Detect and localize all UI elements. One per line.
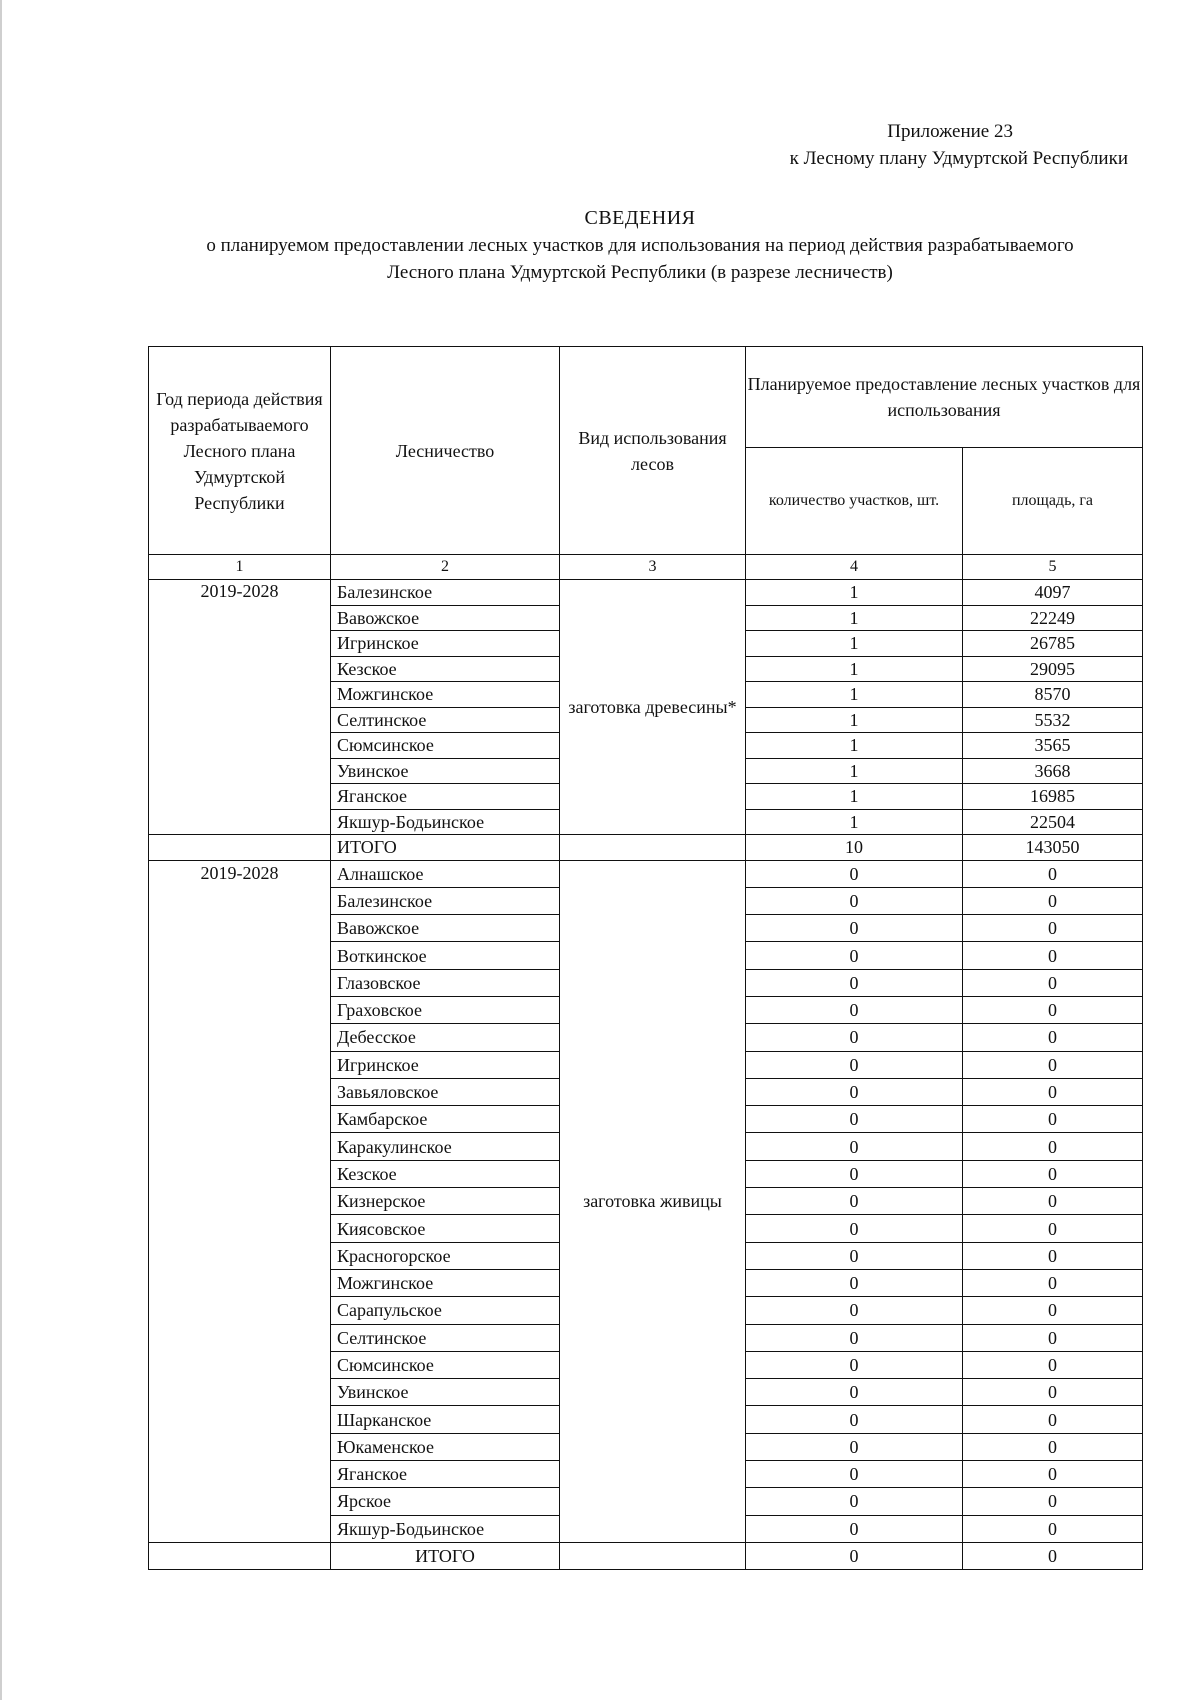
plot-area: 0 xyxy=(963,1188,1143,1215)
timber-use-type: заготовка древесины* xyxy=(560,580,746,835)
plot-count: 0 xyxy=(746,1324,963,1351)
plot-count: 0 xyxy=(746,1242,963,1269)
section-resin xyxy=(149,860,1143,1570)
forestry-name: Сарапульское xyxy=(331,1297,560,1324)
forestry-name: Игринское xyxy=(331,631,560,657)
forestry-name: Кизнерское xyxy=(331,1188,560,1215)
plot-count: 1 xyxy=(746,809,963,835)
plot-count: 0 xyxy=(746,1297,963,1324)
plot-count: 0 xyxy=(746,969,963,996)
document-subtitle-line1: о планируемом предоставлении лесных участков для использования на период действия разрабатываемого xyxy=(206,235,1074,256)
header-planned-provision: Планируемое предоставление лесных участков для использования xyxy=(746,347,1143,448)
total-year-cell xyxy=(149,835,331,861)
total-count: 10 xyxy=(746,835,963,861)
resin-year: 2019-2028 xyxy=(149,860,331,1542)
plot-count: 1 xyxy=(746,707,963,733)
plot-area: 26785 xyxy=(963,631,1143,657)
column-index-4: 4 xyxy=(746,555,963,580)
forestry-name: Юкаменское xyxy=(331,1433,560,1460)
plot-count: 0 xyxy=(746,1106,963,1133)
forestry-name: Глазовское xyxy=(331,969,560,996)
plot-count: 0 xyxy=(746,1406,963,1433)
forestry-name: Камбарское xyxy=(331,1106,560,1133)
forestry-name: Якшур-Бодьинское xyxy=(331,1515,560,1542)
plot-area: 3565 xyxy=(963,733,1143,759)
plot-area: 0 xyxy=(963,1133,1143,1160)
plot-count: 0 xyxy=(746,1160,963,1187)
plot-area: 29095 xyxy=(963,656,1143,682)
header-forestry: Лесничество xyxy=(331,347,560,555)
forestry-name: Яганское xyxy=(331,784,560,810)
scan-edge xyxy=(0,0,2,1700)
total-count: 0 xyxy=(746,1542,963,1569)
plot-area: 0 xyxy=(963,887,1143,914)
forestry-name: Селтинское xyxy=(331,1324,560,1351)
plot-count: 0 xyxy=(746,1515,963,1542)
plot-area: 4097 xyxy=(963,580,1143,606)
total-area: 0 xyxy=(963,1542,1143,1569)
plot-area: 0 xyxy=(963,1515,1143,1542)
appendix-reference: к Лесному плану Удмуртской Республики xyxy=(789,148,1128,169)
plot-area: 0 xyxy=(963,1461,1143,1488)
forestry-name: Балезинское xyxy=(331,580,560,606)
plot-count: 0 xyxy=(746,1215,963,1242)
forestry-name: Воткинское xyxy=(331,942,560,969)
forestry-name: Можгинское xyxy=(331,1269,560,1296)
plot-count: 0 xyxy=(746,1351,963,1378)
forestry-name: Вавожское xyxy=(331,605,560,631)
header-year: Год периода действия разрабатываемого Лесного плана Удмуртской Республики xyxy=(149,347,331,555)
forestry-name: Завьяловское xyxy=(331,1078,560,1105)
header-plot-count: количество участков, шт. xyxy=(746,448,963,555)
plot-count: 0 xyxy=(746,1133,963,1160)
document-subtitle-line2: Лесного плана Удмуртской Республики (в разрезе лесничеств) xyxy=(387,262,893,283)
column-index-1: 1 xyxy=(149,555,331,580)
plot-area: 0 xyxy=(963,1379,1143,1406)
forestry-name: Сюмсинское xyxy=(331,733,560,759)
plot-count: 0 xyxy=(746,1024,963,1051)
forestry-name: Вавожское xyxy=(331,915,560,942)
resin-use-type: заготовка живицы xyxy=(560,860,746,1542)
plot-count: 0 xyxy=(746,887,963,914)
plot-area: 0 xyxy=(963,1433,1143,1460)
plot-count: 1 xyxy=(746,656,963,682)
plot-area: 0 xyxy=(963,996,1143,1023)
appendix-note xyxy=(790,118,1128,172)
plot-count: 1 xyxy=(746,784,963,810)
plot-area: 0 xyxy=(963,1406,1143,1433)
plot-count: 0 xyxy=(746,1051,963,1078)
plot-count: 0 xyxy=(746,996,963,1023)
forestry-name: Селтинское xyxy=(331,707,560,733)
plot-count: 0 xyxy=(746,1188,963,1215)
plot-area: 0 xyxy=(963,1106,1143,1133)
column-index-2: 2 xyxy=(331,555,560,580)
section-timber xyxy=(149,580,1143,861)
total-use-cell xyxy=(560,1542,746,1569)
forestry-name: Балезинское xyxy=(331,887,560,914)
document-heading xyxy=(130,205,1150,286)
plot-area: 0 xyxy=(963,1078,1143,1105)
plot-count: 1 xyxy=(746,733,963,759)
timber-total-row xyxy=(149,835,1143,861)
timber-row xyxy=(149,580,1143,606)
plot-area: 16985 xyxy=(963,784,1143,810)
plot-count: 1 xyxy=(746,682,963,708)
plot-area: 0 xyxy=(963,1051,1143,1078)
document-title: СВЕДЕНИЯ xyxy=(584,207,696,229)
forestry-name: Увинское xyxy=(331,758,560,784)
plot-count: 0 xyxy=(746,915,963,942)
plot-count: 0 xyxy=(746,942,963,969)
plot-count: 0 xyxy=(746,860,963,887)
forestry-name: Киясовское xyxy=(331,1215,560,1242)
forestry-name: Якшур-Бодьинское xyxy=(331,809,560,835)
total-use-cell xyxy=(560,835,746,861)
plot-area: 0 xyxy=(963,1488,1143,1515)
forestry-name: Дебесское xyxy=(331,1024,560,1051)
plot-area: 0 xyxy=(963,1324,1143,1351)
plot-count: 0 xyxy=(746,1269,963,1296)
plot-area: 0 xyxy=(963,1351,1143,1378)
plot-count: 1 xyxy=(746,605,963,631)
plot-count: 0 xyxy=(746,1488,963,1515)
forestry-name: Ярское xyxy=(331,1488,560,1515)
resin-total-row xyxy=(149,1542,1143,1569)
total-year-cell xyxy=(149,1542,331,1569)
plot-area: 22504 xyxy=(963,809,1143,835)
plot-area: 22249 xyxy=(963,605,1143,631)
plot-count: 0 xyxy=(746,1461,963,1488)
resin-row xyxy=(149,860,1143,887)
forestry-name: Яганское xyxy=(331,1461,560,1488)
forest-plots-table xyxy=(148,346,1143,1570)
total-label: ИТОГО xyxy=(331,835,560,861)
forestry-name: Каракулинское xyxy=(331,1133,560,1160)
forestry-name: Кезское xyxy=(331,1160,560,1187)
total-area: 143050 xyxy=(963,835,1143,861)
plot-area: 0 xyxy=(963,1269,1143,1296)
plot-count: 0 xyxy=(746,1379,963,1406)
header-area: площадь, га xyxy=(963,448,1143,555)
plot-area: 0 xyxy=(963,860,1143,887)
plot-count: 0 xyxy=(746,1433,963,1460)
plot-area: 0 xyxy=(963,1242,1143,1269)
forestry-name: Сюмсинское xyxy=(331,1351,560,1378)
appendix-number: Приложение 23 xyxy=(887,121,1013,142)
column-index-5: 5 xyxy=(963,555,1143,580)
forestry-name: Можгинское xyxy=(331,682,560,708)
total-label: ИТОГО xyxy=(331,1542,560,1569)
plot-area: 0 xyxy=(963,1297,1143,1324)
forestry-name: Увинское xyxy=(331,1379,560,1406)
plot-area: 3668 xyxy=(963,758,1143,784)
column-index-3: 3 xyxy=(560,555,746,580)
timber-year: 2019-2028 xyxy=(149,580,331,835)
plot-area: 8570 xyxy=(963,682,1143,708)
plot-area: 0 xyxy=(963,1160,1143,1187)
forestry-name: Красногорское xyxy=(331,1242,560,1269)
plot-count: 1 xyxy=(746,580,963,606)
plot-area: 5532 xyxy=(963,707,1143,733)
plot-area: 0 xyxy=(963,969,1143,996)
forestry-name: Игринское xyxy=(331,1051,560,1078)
plot-count: 0 xyxy=(746,1078,963,1105)
plot-area: 0 xyxy=(963,1024,1143,1051)
forestry-name: Кезское xyxy=(331,656,560,682)
header-use-type: Вид использования лесов xyxy=(560,347,746,555)
plot-count: 1 xyxy=(746,631,963,657)
forestry-name: Алнашское xyxy=(331,860,560,887)
forestry-name: Граховское xyxy=(331,996,560,1023)
plot-area: 0 xyxy=(963,942,1143,969)
plot-area: 0 xyxy=(963,1215,1143,1242)
plot-count: 1 xyxy=(746,758,963,784)
plot-area: 0 xyxy=(963,915,1143,942)
forestry-name: Шарканское xyxy=(331,1406,560,1433)
